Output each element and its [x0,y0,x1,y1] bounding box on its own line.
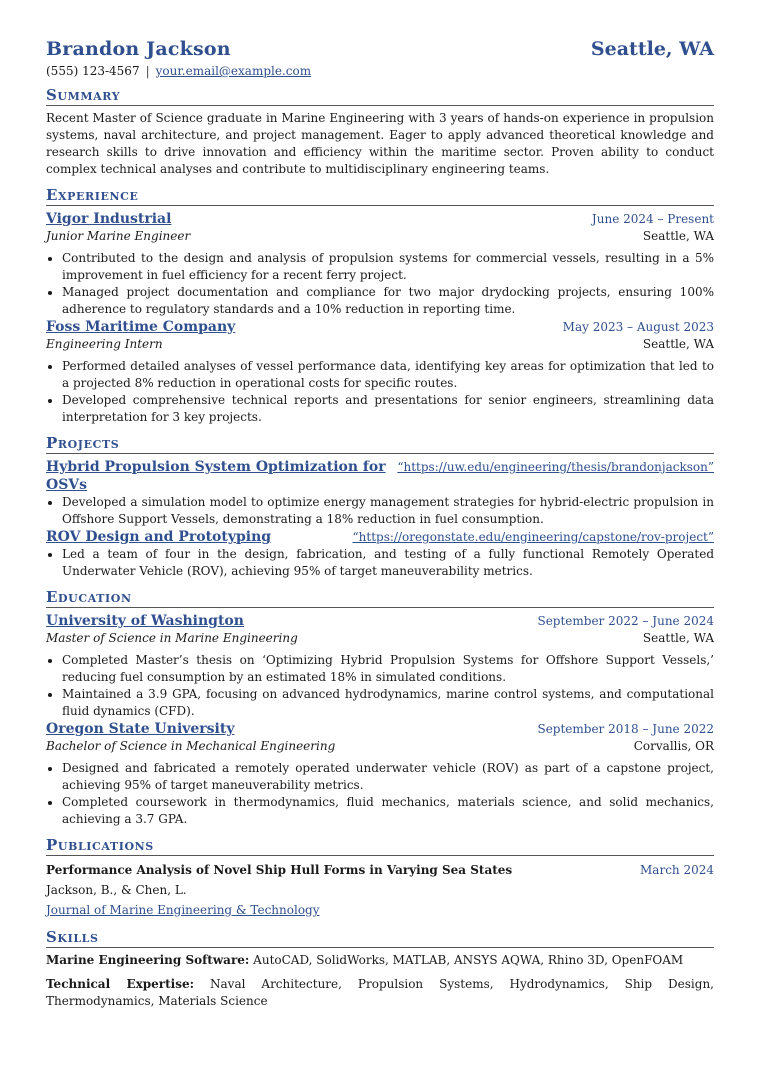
education-location: Seattle, WA [642,631,714,645]
list-item: • Contributed to the design and analysis of propulsion systems for commercial vessels, resulting in a 5% improvement in fuel efficiency for a recent ferry project. [62,250,714,284]
section-title-skills: Skills [46,928,714,948]
skill-line [46,952,714,969]
list-item: • Completed coursework in thermodynamics, fluid mechanics, materials science, and solid mechanics, achieving a 3.7 GPA. [62,794,714,828]
project-title-link[interactable]: ROV Design and Prototyping [46,529,272,545]
skill-label: Technical Expertise: [46,977,195,991]
experience-date: May 2023 – August 2023 [562,320,714,334]
list-item: • Designed and fabricated a remotely operated underwater vehicle (ROV) as part of a capstone project, achieving 95% of target maneuverability metrics. [62,760,714,794]
list-item: • Led a team of four in the design, fabrication, and testing of a fully functional Remotely Operated Underwater Vehicle (ROV), achieving 95% of target maneuverability metrics. [62,546,714,580]
publication-authors: Jackson, B., & Chen, L. [46,883,187,897]
phone-number: (555) 123-4567 [46,64,140,78]
skill-line [46,976,714,1010]
education-location: Corvallis, OR [633,739,714,753]
publication-journal-link[interactable]: Journal of Marine Engineering & Technology [46,903,320,917]
project-bullets [46,546,714,580]
list-item: • Managed project documentation and compliance for two major drydocking projects, ensuring 100% adherence to regulatory standards and a 10% reduction in reporting time. [62,284,714,318]
list-item: • Developed a simulation model to optimize energy management strategies for hybrid-electric propulsion in Offshore Support Vessels, demonstrating a 18% reduction in fuel consumption. [62,494,714,528]
project-bullets [46,494,714,528]
experience-date: June 2024 – Present [591,212,714,226]
email-link[interactable]: your.email@example.com [155,64,312,78]
education-degree: Bachelor of Science in Mechanical Engineering [46,739,336,753]
education-date: September 2018 – June 2022 [537,722,714,736]
education-date: September 2022 – June 2024 [537,614,714,628]
experience-bullets [46,358,714,426]
project-url-link[interactable]: “https://uw.edu/engineering/thesis/brandonjackson” [397,460,714,474]
experience-org-link[interactable]: Vigor Industrial [46,211,172,227]
experience-entry [46,210,714,318]
skill-label: Marine Engineering Software: [46,953,250,967]
skill-value: Naval Architecture, Propulsion Systems, Hydrodynamics, Ship Design, Thermodynamics, Materials Science [46,977,714,1008]
education-bullets [46,652,714,720]
skill-value: AutoCAD, SolidWorks, MATLAB, ANSYS AQWA, Rhino 3D, OpenFOAM [253,953,684,967]
education-entry [46,720,714,828]
project-entry [46,458,714,528]
experience-location: Seattle, WA [642,229,714,243]
section-title-experience: Experience [46,186,714,206]
list-item: • Developed comprehensive technical reports and presentations for senior engineers, streamlining data interpretation for 3 key projects. [62,392,714,426]
experience-bullets [46,250,714,318]
summary-text: Recent Master of Science graduate in Marine Engineering with 3 years of hands-on experience in propulsion systems, naval architecture, and project management. Eager to apply advanced theoretical knowledge and research skills to drive innovation and efficiency within the maritime sector. Proven ability to conduct complex technical analyses and contribute to multidisciplinary engineering teams. [46,111,714,176]
publication-date: March 2024 [640,863,714,877]
list-item: • Performed detailed analyses of vessel performance data, identifying key areas for optimization that led to a projected 8% reduction in operational costs for specific routes. [62,358,714,392]
publication-title: Performance Analysis of Novel Ship Hull Forms in Varying Sea States [46,863,513,877]
education-degree: Master of Science in Marine Engineering [46,631,298,645]
list-item: • Maintained a 3.9 GPA, focusing on advanced hydrodynamics, marine control systems, and computational fluid dynamics (CFD). [62,686,714,720]
project-entry [46,528,714,580]
contact-line [46,64,714,78]
candidate-name: Brandon Jackson [46,38,231,60]
education-school-link[interactable]: University of Washington [46,613,244,629]
section-title-education: Education [46,588,714,608]
section-title-publications: Publications [46,836,714,856]
list-item: • Completed Master’s thesis on ‘Optimizing Hybrid Propulsion Systems for Offshore Support Vessels,’ reducing fuel consumption by an estimated 18% in simulated conditions. [62,652,714,686]
section-title-projects: Projects [46,434,714,454]
experience-location: Seattle, WA [642,337,714,351]
experience-role: Junior Marine Engineer [46,229,191,243]
project-title-link[interactable]: Hybrid Propulsion System Optimization for OSVs [46,459,386,493]
contact-separator: | [145,64,150,78]
section-title-summary: Summary [46,86,714,106]
candidate-location: Seattle, WA [590,38,714,60]
education-school-link[interactable]: Oregon State University [46,721,235,737]
experience-role: Engineering Intern [46,337,163,351]
education-entry [46,612,714,720]
project-url-link[interactable]: “https://oregonstate.edu/engineering/capstone/rov-project” [352,530,714,544]
education-bullets [46,760,714,828]
experience-entry [46,318,714,426]
header [46,38,714,60]
experience-org-link[interactable]: Foss Maritime Company [46,319,236,335]
